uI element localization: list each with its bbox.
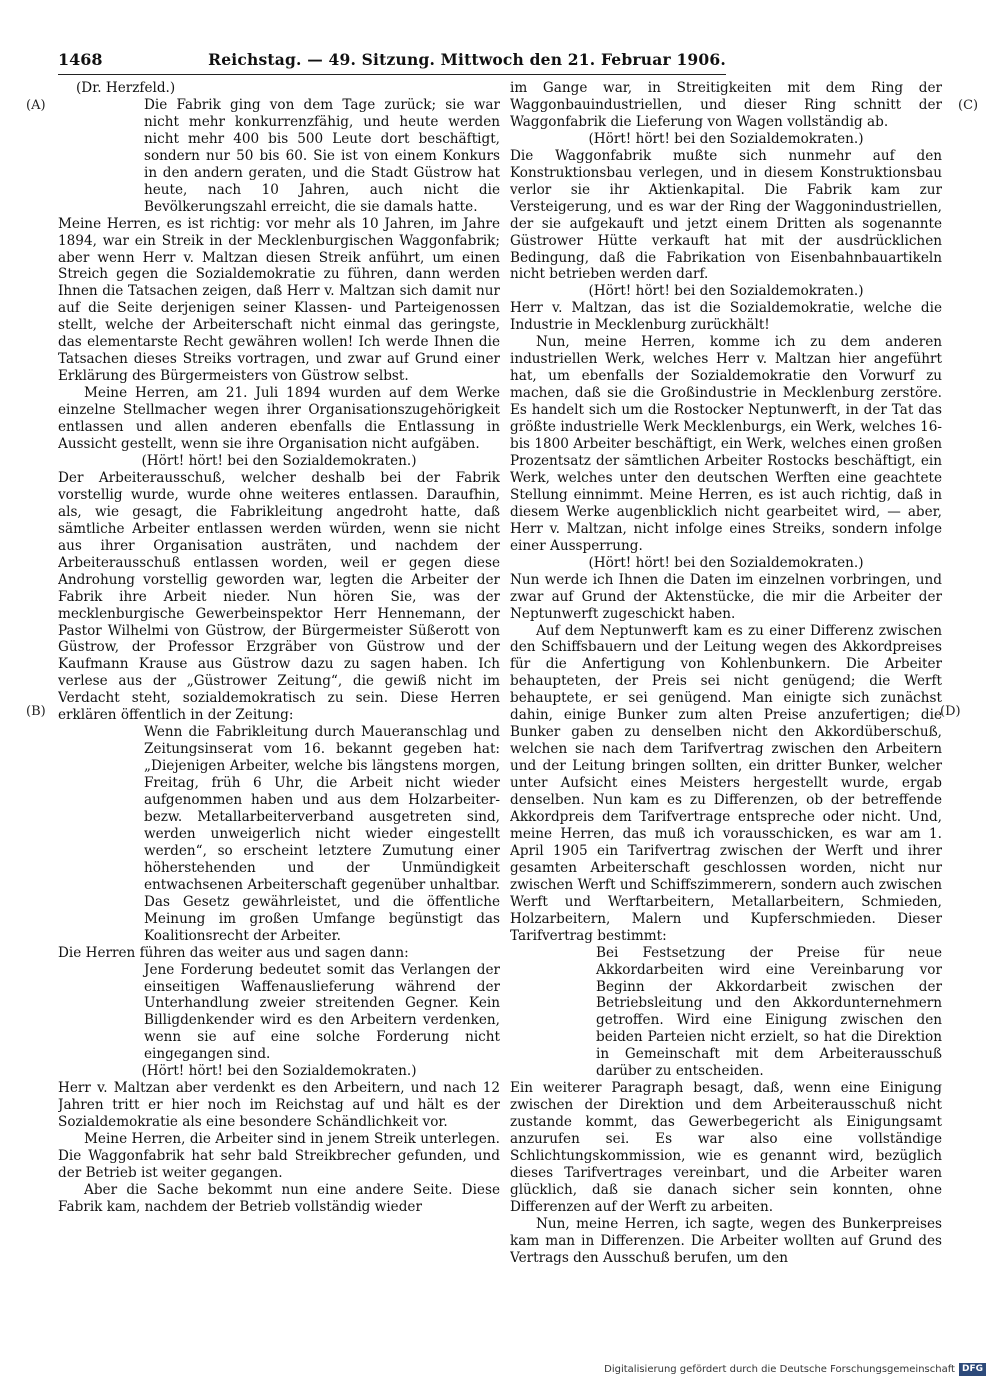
paragraph: Meine Herren, die Arbeiter sind in jenem Streik unterlegen. Die Waggonfabrik hat sehr bald Streikbrecher gefunden, und der Betrieb ist weiter gegangen. (58, 1131, 500, 1181)
speaker-label: (Dr. Herzfeld.) (76, 80, 176, 96)
margin-mark-b: (B) (26, 704, 46, 719)
margin-mark-d: (D) (940, 704, 961, 719)
left-column (58, 80, 500, 1330)
page-header (58, 46, 726, 75)
quote-paragraph: Jene Forderung bedeutet somit das Verlangen der einseitigen Waffenauslieferung während der Unterhandlung zweier streitenden Gegner. Kein Billigdenkender wird es den Arbeitern verdenken, wenn sie auf eine solche Forderung nicht eingegangen sind. (144, 961, 500, 1063)
paragraph: Der Arbeiterausschuß, welcher deshalb bei der Fabrik vorstellig wurde, wurde ohne weiteres entlassen. Daraufhin, als, wie gesagt, die Fabrikleitung angedroht hatte, daß sämtliche Arbeiter entlassen werden würden, wenn sie nicht aus ihrer Organisation austräten, und nachdem der Arbeiterausschuß entlassen worden, weil er gegen diese Androhung vorstellig geworden war, legten die Arbeiter der Fabrik ihre Arbeit nieder. Nun hören Sie, was der mecklenburgische Gewerbeinspektor Herr Hennemann, der Pastor Wilhelmi von Güstrow, der Bürgermeister Süßerott von Güstrow, der Professor Erzgräber von Güstrow und der Kaufmann Krause aus Güstrow dazu zu sagen haben. Ich verlese aus der „Güstrower Zeitung“, die gewiß nicht im Verdacht steht, sozialdemokratisch zu sein. Diese Herren erklären öffentlich in der Zeitung: (58, 469, 500, 724)
page-number: 1468 (58, 50, 103, 69)
paragraph: Nun, meine Herren, ich sagte, wegen des Bunkerpreises kam man in Differenzen. Die Arbeiter wollten auf Grund des Vertrags den Ausschuß berufen, um den (510, 1215, 942, 1266)
footer-text: Digitalisierung gefördert durch die Deutsche Forschungsgemeinschaft (604, 1363, 955, 1375)
interjection: (Hört! hört! bei den Sozialdemokraten.) (141, 452, 417, 469)
paragraph: Nun, meine Herren, komme ich zu dem anderen industriellen Werk, welches Herr v. Maltzan hier angeführt hat, um ebenfalls der Sozialdemokratie den Vorwurf zu machen, daß sie die Großindustrie in Mecklenburg zerstöre. Es handelt sich um die Rostocker Neptunwerft, in der Tat das größte industrielle Werk Mecklenburgs, ein Werk, welches 16- bis 1800 Arbeiter beschäftigt, ein Werk, welches einen großen Prozentsatz der sämtlichen Arbeiter Rostocks beschäftigt, ein Werk, welches unter den deutschen Werften eine geachtete Stellung einnimmt. Meine Herren, es ist auch richtig, daß in diesem Werke augenblicklich nicht gearbeitet wird, — aber, Herr v. Maltzan, nicht infolge eines Streiks, sondern infolge einer Aussperrung. (510, 334, 942, 554)
quote-paragraph: Bei Festsetzung der Preise für neue Akkordarbeiten wird eine Vereinbarung vor Beginn der Akkordarbeit zwischen der Betriebsleitung und den Akkordunternehmern getroffen. Wird eine Einigung zwischen den beiden Parteien nicht erzielt, so hat die Direktion in Gemeinschaft mit dem Arbeiterausschuß darüber zu entscheiden. (596, 944, 942, 1080)
right-column (510, 80, 942, 1330)
quote-paragraph: Wenn die Fabrikleitung durch Maueranschlag und Zeitungsinserat vom 16. bekannt gegeben hat: „Diejenigen Arbeiter, welche bis längstens morgen, Freitag, früh 6 Uhr, die Arbeit nicht wieder aufgenommen haben und aus dem Holzarbeiter- bezw. Metallarbeiterverband ausgetreten sind, werden unweigerlich nicht wieder eingestellt werden“, so erscheint letztere Zumutung einer höherstehenden und der Unmündigkeit entwachsenen Arbeiterschaft gegenüber unhaltbar. Das Gesetz gewährleistet, und die öffentliche Meinung im großen Umfange begünstigt das Koalitionsrecht der Arbeiter. (144, 724, 500, 944)
margin-mark-a: (A) (26, 98, 46, 113)
paragraph: Herr v. Maltzan aber verdenkt es den Arbeitern, und nach 12 Jahren tritt er hier noch im Reichstag auf und hält es der Sozialdemokratie als eine besondere Schändlichkeit vor. (58, 1080, 500, 1131)
paragraph: Die Waggonfabrik mußte sich nunmehr auf den Konstruktionsbau verlegen, und in diesem Konstruktionsbau verlor sie ihr Aktienkapital. Die Fabrik kam zur Versteigerung, und es war der Ring der Waggonindustriellen, der sie aufgekauft und jetzt einem Dritten als sogenannte Güstrower Hütte verkauft hat mit der ausdrücklichen Bedingung, daß die Fabrikation von Eisenbahnbauartikeln nicht betrieben werden darf. (510, 147, 942, 283)
paragraph: Herr v. Maltzan, das ist die Sozialdemokratie, welche die Industrie in Mecklenburg zurückhält! (510, 300, 942, 334)
margin-mark-c: (C) (958, 98, 979, 113)
interjection: (Hört! hört! bei den Sozialdemokraten.) (588, 283, 864, 300)
paragraph: Ein weiterer Paragraph besagt, daß, wenn eine Einigung zwischen der Direktion und dem Arbeiterausschuß nicht zustande kommt, das Gewerbegericht als Einigungsamt anzurufen sei. Es war also eine vollständige Schlichtungskommission, wie es genannt wird, bezüglich dieses Tarifvertrages vereinbart, und die Arbeiter waren glücklich, daß sie danach sicher sein konnten, ohne Differenzen auf der Werft zu arbeiten. (510, 1080, 942, 1215)
paragraph: Aber die Sache bekommt nun eine andere Seite. Diese Fabrik kam, nachdem der Betrieb vollständig wieder (58, 1181, 500, 1215)
paragraph: Auf dem Neptunwerft kam es zu einer Differenz zwischen den Schiffsbauern und der Leitung wegen des Akkordpreises für die Anfertigung von Kohlenbunkern. Die Arbeiter behaupteten, der Preis sei nicht genügend; die Werft behauptete, er sei genügend. Man einigte sich zunächst dahin, einige Bunker zum alten Preise anzufertigen; die Bunker gaben zu denselben nicht den Akkordüberschuß, welchen sie nach dem Tarifvertrag zwischen den Arbeitern und der Leitung bringen sollten, ein dritter Bunker, welcher unter Aufsicht eines Meisters hergestellt wurde, ergab denselben. Nun kam es zu Differenzen, ob der betreffende Akkordpreis dem Tarifvertrage entspreche oder nicht. Und, meine Herren, das muß ich vorausschicken, es war am 1. April 1905 ein Tarifvertrag zwischen der Werft und ihrer gesamten Arbeiterschaft geschlossen worden, nicht nur zwischen Werft und Schiffszimmerern, sondern auch zwischen Werft und Werftarbeitern, Metallarbeitern, Schmieden, Holzarbeitern, Malern und Kupferschmieden. Dieser Tarifvertrag bestimmt: (510, 622, 942, 944)
paragraph: Meine Herren, es ist richtig: vor mehr als 10 Jahren, im Jahre 1894, war ein Streik in der Mecklenburgischen Waggonfabrik; aber wenn Herr v. Maltzan diesen Streik anführt, um einen Streich gegen die Sozialdemokratie zu führen, dann werden Ihnen die Tatsachen zeigen, daß Herr v. Maltzan sich damit nur auf die Seite derjenigen seiner Klassen- und Parteigenossen stellt, welche der Arbeiterschaft nicht einmal das geringste, das elementarste Recht gewähren wollen! Ich werde Ihnen die Tatsachen dieses Streiks vortragen, und zwar auf Grund einer Erklärung des Bürgermeisters von Güstrow selbst. (58, 215, 500, 385)
dfg-logo: DFG (959, 1363, 986, 1376)
paragraph: im Gange war, in Streitigkeiten mit dem Ring der Waggonbauindustriellen, und dieser Ring schnitt der Waggonfabrik die Lieferung von Wagen vollständig ab. (510, 80, 942, 130)
interjection: (Hört! hört! bei den Sozialdemokraten.) (588, 554, 864, 571)
interjection: (Hört! hört! bei den Sozialdemokraten.) (141, 1063, 417, 1080)
interjection: (Hört! hört! bei den Sozialdemokraten.) (588, 130, 864, 147)
quote-paragraph: Die Fabrik ging von dem Tage zurück; sie war nicht mehr konkurrenzfähig, und heute werden nicht mehr 400 bis 500 Leute dort beschäftigt, sondern nur 50 bis 60. Sie ist von einem Konkurs in den andern geraten, und die Stadt Güstrow hat heute, nach 10 Jahren, auch nicht die Bevölkerungszahl erreicht, die sie damals hatte. (144, 96, 500, 215)
paragraph: Nun werde ich Ihnen die Daten im einzelnen vorbringen, und zwar auf Grund der Aktenstücke, die mir die Arbeiter der Neptunwerft zugeschickt haben. (510, 571, 942, 622)
paragraph: Meine Herren, am 21. Juli 1894 wurden auf dem Werke einzelne Stellmacher wegen ihrer Organisationszugehörigkeit entlassen und allen anderen ebenfalls die Entlassung in Aussicht gestellt, wenn sie ihre Organisation nicht aufgäben. (58, 385, 500, 453)
running-title: Reichstag. — 49. Sitzung. Mittwoch den 21. Februar 1906. (208, 50, 726, 69)
paragraph: Die Herren führen das weiter aus und sagen dann: (58, 944, 409, 961)
footer-credit (604, 1362, 986, 1376)
